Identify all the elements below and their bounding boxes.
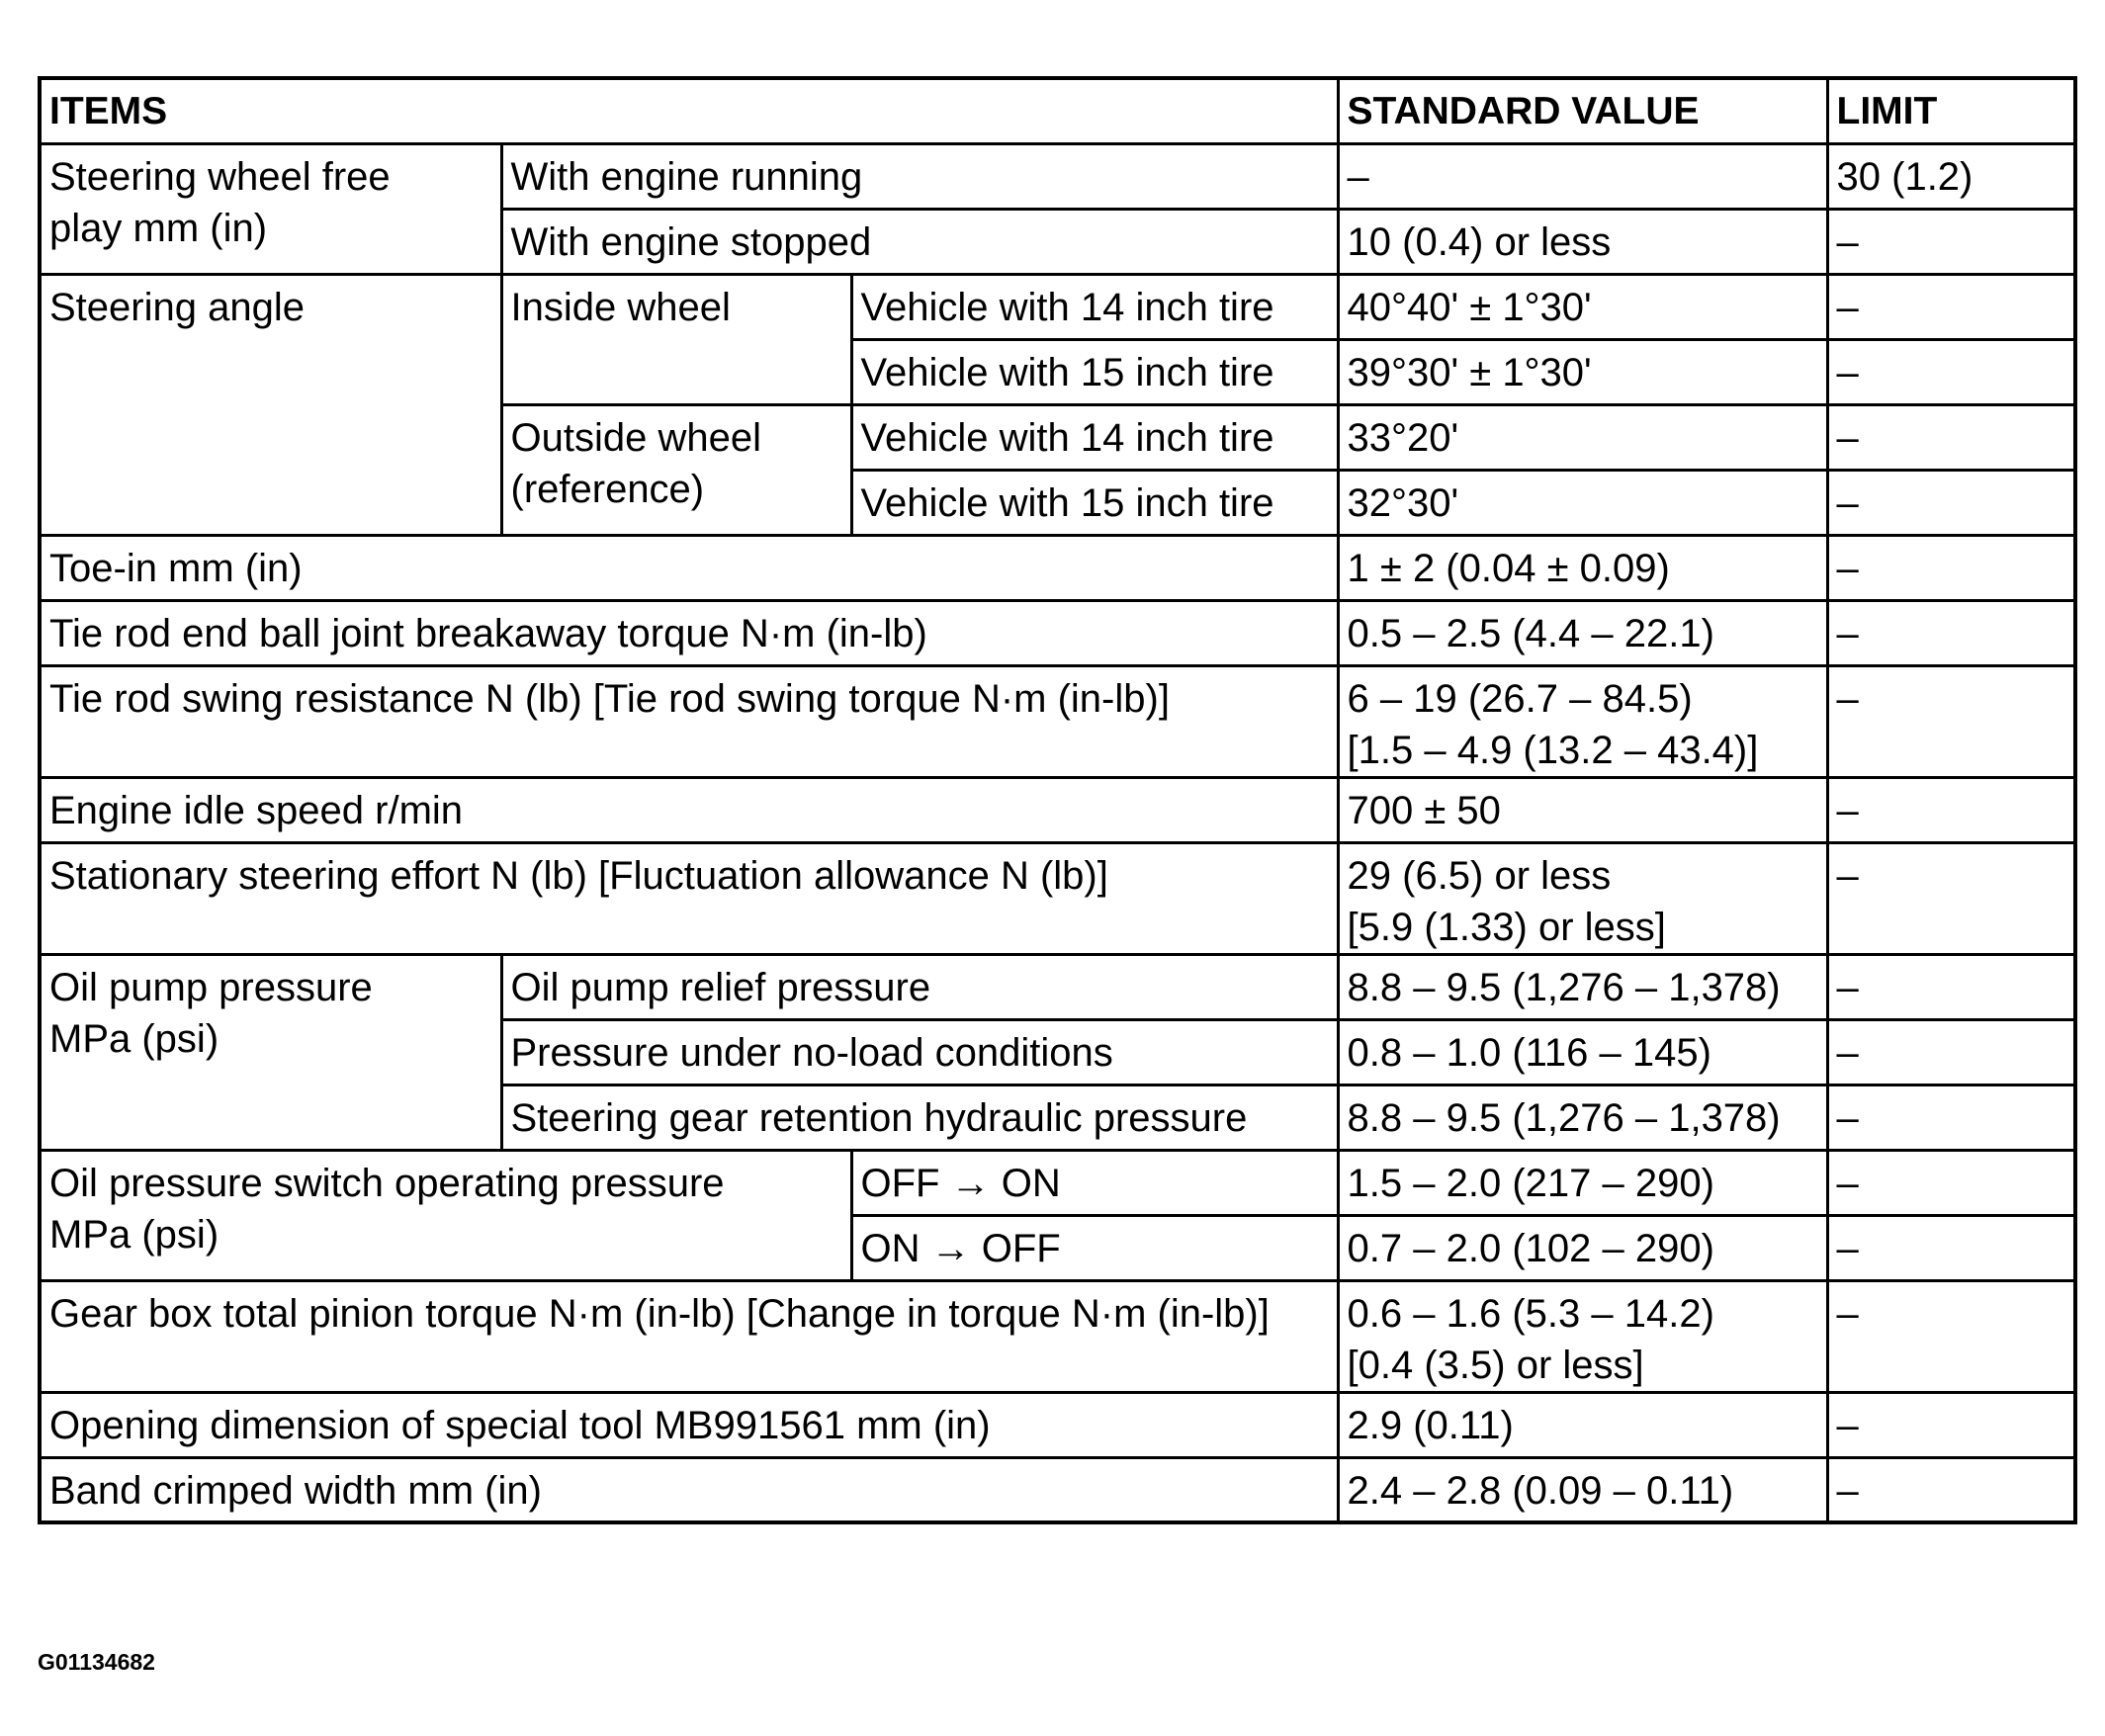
header-limit: LIMIT	[1827, 78, 2075, 143]
condition-cell: Oil pump relief pressure	[501, 954, 1338, 1019]
limit-cell: –	[1827, 1215, 2075, 1280]
limit-cell: –	[1827, 600, 2075, 665]
free-play-label: Steering wheel free play mm (in)	[40, 143, 501, 274]
limit-cell: –	[1827, 1085, 2075, 1150]
limit-cell: –	[1827, 1280, 2075, 1392]
standard-value-cell: 2.4 – 2.8 (0.09 – 0.11)	[1338, 1457, 1827, 1522]
header-standard-value: STANDARD VALUE	[1338, 78, 1827, 143]
condition-cell: OFF → ON	[851, 1150, 1338, 1215]
limit-cell: –	[1827, 404, 2075, 470]
standard-value-cell: 29 (6.5) or less [5.9 (1.33) or less]	[1338, 842, 1827, 954]
oil-switch-label: Oil pressure switch operating pressure MPa (psi)	[40, 1150, 851, 1280]
header-row	[40, 78, 2075, 143]
limit-cell: –	[1827, 954, 2075, 1019]
limit-cell: 30 (1.2)	[1827, 143, 2075, 209]
document-code: G01134682	[38, 1649, 155, 1675]
inside-wheel-label: Inside wheel	[501, 274, 851, 404]
item-label: Tie rod swing resistance N (lb) [Tie rod swing torque N·m (in-lb)]	[40, 665, 1338, 777]
standard-value-cell: 0.7 – 2.0 (102 – 290)	[1338, 1215, 1827, 1280]
standard-value-cell: –	[1338, 143, 1827, 209]
standard-value-cell: 8.8 – 9.5 (1,276 – 1,378)	[1338, 1085, 1827, 1150]
condition-cell: Vehicle with 15 inch tire	[851, 470, 1338, 535]
limit-cell: –	[1827, 1457, 2075, 1522]
table-row	[40, 274, 2075, 339]
standard-value-cell: 32°30'	[1338, 470, 1827, 535]
specification-table	[38, 76, 2077, 1524]
condition-cell: ON → OFF	[851, 1215, 1338, 1280]
limit-cell: –	[1827, 470, 2075, 535]
standard-value-cell: 39°30' ± 1°30'	[1338, 339, 1827, 404]
standard-value-cell: 0.6 – 1.6 (5.3 – 14.2) [0.4 (3.5) or less]	[1338, 1280, 1827, 1392]
standard-value-cell: 0.5 – 2.5 (4.4 – 22.1)	[1338, 600, 1827, 665]
item-label: Engine idle speed r/min	[40, 777, 1338, 842]
oil-pump-label: Oil pump pressure MPa (psi)	[40, 954, 501, 1150]
standard-value-cell: 0.8 – 1.0 (116 – 145)	[1338, 1019, 1827, 1085]
header-items: ITEMS	[40, 78, 1338, 143]
standard-value-cell: 8.8 – 9.5 (1,276 – 1,378)	[1338, 954, 1827, 1019]
table-row	[40, 954, 2075, 1019]
item-label: Opening dimension of special tool MB991561 mm (in)	[40, 1392, 1338, 1457]
standard-value-cell: 2.9 (0.11)	[1338, 1392, 1827, 1457]
table-row	[40, 1457, 2075, 1522]
condition-cell: With engine stopped	[501, 209, 1338, 274]
condition-cell: Steering gear retention hydraulic pressure	[501, 1085, 1338, 1150]
limit-cell: –	[1827, 339, 2075, 404]
limit-cell: –	[1827, 1150, 2075, 1215]
item-label: Toe-in mm (in)	[40, 535, 1338, 600]
standard-value-cell: 1 ± 2 (0.04 ± 0.09)	[1338, 535, 1827, 600]
standard-value-cell: 10 (0.4) or less	[1338, 209, 1827, 274]
standard-value-cell: 700 ± 50	[1338, 777, 1827, 842]
limit-cell: –	[1827, 1019, 2075, 1085]
table-row	[40, 143, 2075, 209]
table-row	[40, 1392, 2075, 1457]
standard-value-cell: 40°40' ± 1°30'	[1338, 274, 1827, 339]
limit-cell: –	[1827, 274, 2075, 339]
table-row	[40, 1150, 2075, 1215]
limit-cell: –	[1827, 1392, 2075, 1457]
steering-angle-label: Steering angle	[40, 274, 501, 535]
limit-cell: –	[1827, 665, 2075, 777]
standard-value-cell: 6 – 19 (26.7 – 84.5) [1.5 – 4.9 (13.2 – 43.4)]	[1338, 665, 1827, 777]
condition-cell: With engine running	[501, 143, 1338, 209]
limit-cell: –	[1827, 777, 2075, 842]
outside-wheel-label: Outside wheel (reference)	[501, 404, 851, 535]
standard-value-cell: 1.5 – 2.0 (217 – 290)	[1338, 1150, 1827, 1215]
table-row	[40, 600, 2075, 665]
item-label: Stationary steering effort N (lb) [Fluctuation allowance N (lb)]	[40, 842, 1338, 954]
condition-cell: Vehicle with 15 inch tire	[851, 339, 1338, 404]
item-label: Band crimped width mm (in)	[40, 1457, 1338, 1522]
item-label: Tie rod end ball joint breakaway torque N·m (in-lb)	[40, 600, 1338, 665]
table-row	[40, 535, 2075, 600]
condition-cell: Vehicle with 14 inch tire	[851, 274, 1338, 339]
limit-cell: –	[1827, 535, 2075, 600]
limit-cell: –	[1827, 842, 2075, 954]
item-label: Gear box total pinion torque N·m (in-lb) [Change in torque N·m (in-lb)]	[40, 1280, 1338, 1392]
standard-value-cell: 33°20'	[1338, 404, 1827, 470]
condition-cell: Vehicle with 14 inch tire	[851, 404, 1338, 470]
table-row	[40, 777, 2075, 842]
condition-cell: Pressure under no-load conditions	[501, 1019, 1338, 1085]
table-row	[40, 842, 2075, 954]
limit-cell: –	[1827, 209, 2075, 274]
table-row	[40, 1280, 2075, 1392]
table-row	[40, 665, 2075, 777]
